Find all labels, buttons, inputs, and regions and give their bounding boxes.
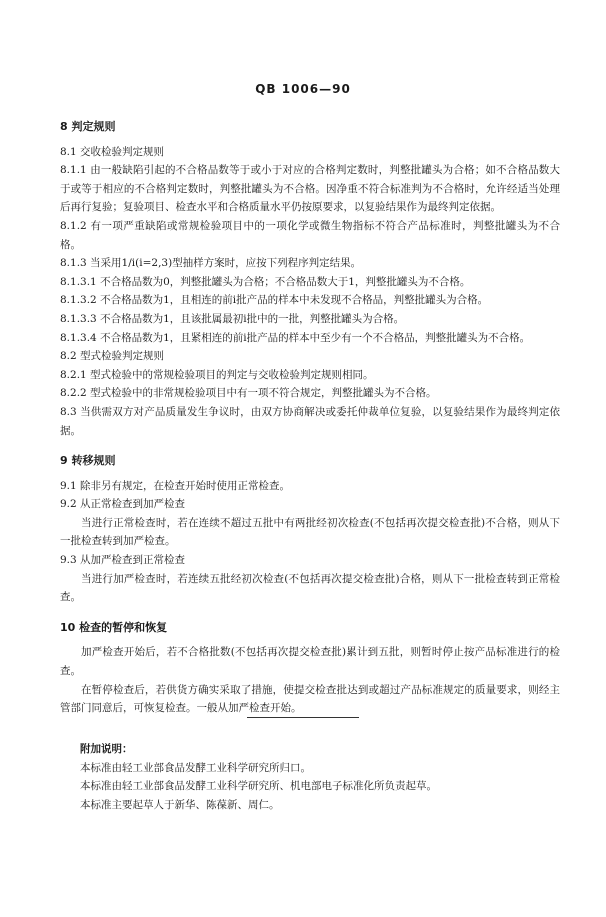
clause-8-2-heading: 8.2 型式检验判定规则 (60, 350, 165, 363)
clause-8-1-3: 8.1.3 当采用1/i(i=2,3)型抽样方案时，应按下列程序判定结果。 (60, 257, 362, 270)
clause-8-1-heading: 8.1 交收检验判定规则 (60, 145, 165, 158)
clause-9-1: 9.1 除非另有规定，在检查开始时使用正常检查。 (60, 479, 291, 492)
clause-9-2-heading: 9.2 从正常检查到加严检查 (60, 498, 186, 511)
appendix-line-3: 本标准主要起草人于新华、陈葆新、周仁。 (80, 798, 280, 811)
appendix-line-2: 本标准由轻工业部食品发酵工业科学研究所、机电部电子标准化所负责起草。 (80, 780, 437, 793)
clause-9-3-heading: 9.3 从加严检查到正常检查 (60, 554, 186, 567)
body-content (60, 118, 560, 718)
clause-8-1-3-2: 8.1.3.2 不合格品数为1，且相连的前i批产品的样本中未发现不合格品，判整批罐头为合格。 (60, 294, 489, 307)
clause-9-3-text: 当进行加严检查时，若连续五批经初次检查(不包括再次提交检查批)合格，则从下一批检查转到正常检查。 (60, 572, 560, 604)
clause-8-2-2: 8.2.2 型式检验中的非常规检验项目中有一项不符合规定，判整批罐头为不合格。 (60, 387, 437, 400)
clause-8-1-3-1: 8.1.3.1 不合格品数为0，判整批罐头为合格；不合格品数大于1，判整批罐头为不合格。 (60, 275, 471, 288)
standard-number-header: QB 1006—90 (255, 82, 351, 96)
appendix-title: 附加说明： (80, 743, 133, 755)
appendix-line-1: 本标准由轻工业部食品发酵工业科学研究所归口。 (80, 761, 311, 774)
section-9-heading: 9 转移规则 (60, 454, 116, 468)
section-10-heading: 10 检查的暂停和恢复 (60, 620, 168, 634)
clause-8-1-3-4: 8.1.3.4 不合格品数为1，且紧相连的前i批产品的样本中至少有一个不合格品，判整批罐头为不合格。 (60, 331, 531, 344)
clause-8-1-3-3: 8.1.3.3 不合格品数为1，且该批属最初i批中的一批，判整批罐头为合格。 (60, 312, 405, 325)
appendix-notes (80, 740, 540, 814)
clause-9-2-text: 当进行正常检查时，若在连续不超过五批中有两批经初次检查(不包括再次提交检查批)不合格，则从下一批检查转到加严检查。 (60, 516, 560, 548)
section-10-paragraph-2: 在暂停检查后，若供货方确实采取了措施，使提交检查批达到或超过产品标准规定的质量要求，则经主管部门同意后，可恢复检查。一般从加严检查开始。 (60, 683, 560, 715)
end-divider (247, 717, 359, 718)
clause-8-1-2: 8.1.2 有一项严重缺陷或常规检验项目中的一项化学或微生物指标不符合产品标准时，判整批罐头为不合格。 (60, 219, 560, 251)
clause-8-3: 8.3 当供需双方对产品质量发生争议时，由双方协商解决或委托仲裁单位复验，以复验结果作为最终判定依据。 (60, 405, 560, 437)
section-10-paragraph-1: 加严检查开始后，若不合格批数(不包括再次提交检查批)累计到五批，则暂时停止按产品标准进行的检查。 (60, 646, 560, 678)
clause-8-1-1: 8.1.1 由一般缺陷引起的不合格品数等于或小于对应的合格判定数时，判整批罐头为合格；如不合格品数大于或等于相应的不合格判定数时，判整批罐头为不合格。因净重不符合标准判为不合格时，允许经适当处理后再行复验；复验项目、检查水平和合格质量水平仍按原要求，以复验结果作为最终判定依据。 (60, 164, 560, 214)
section-8-heading: 8 判定规则 (60, 120, 116, 133)
clause-8-2-1: 8.2.1 型式检验中的常规检验项目的判定与交收检验判定规则相同。 (60, 368, 374, 381)
